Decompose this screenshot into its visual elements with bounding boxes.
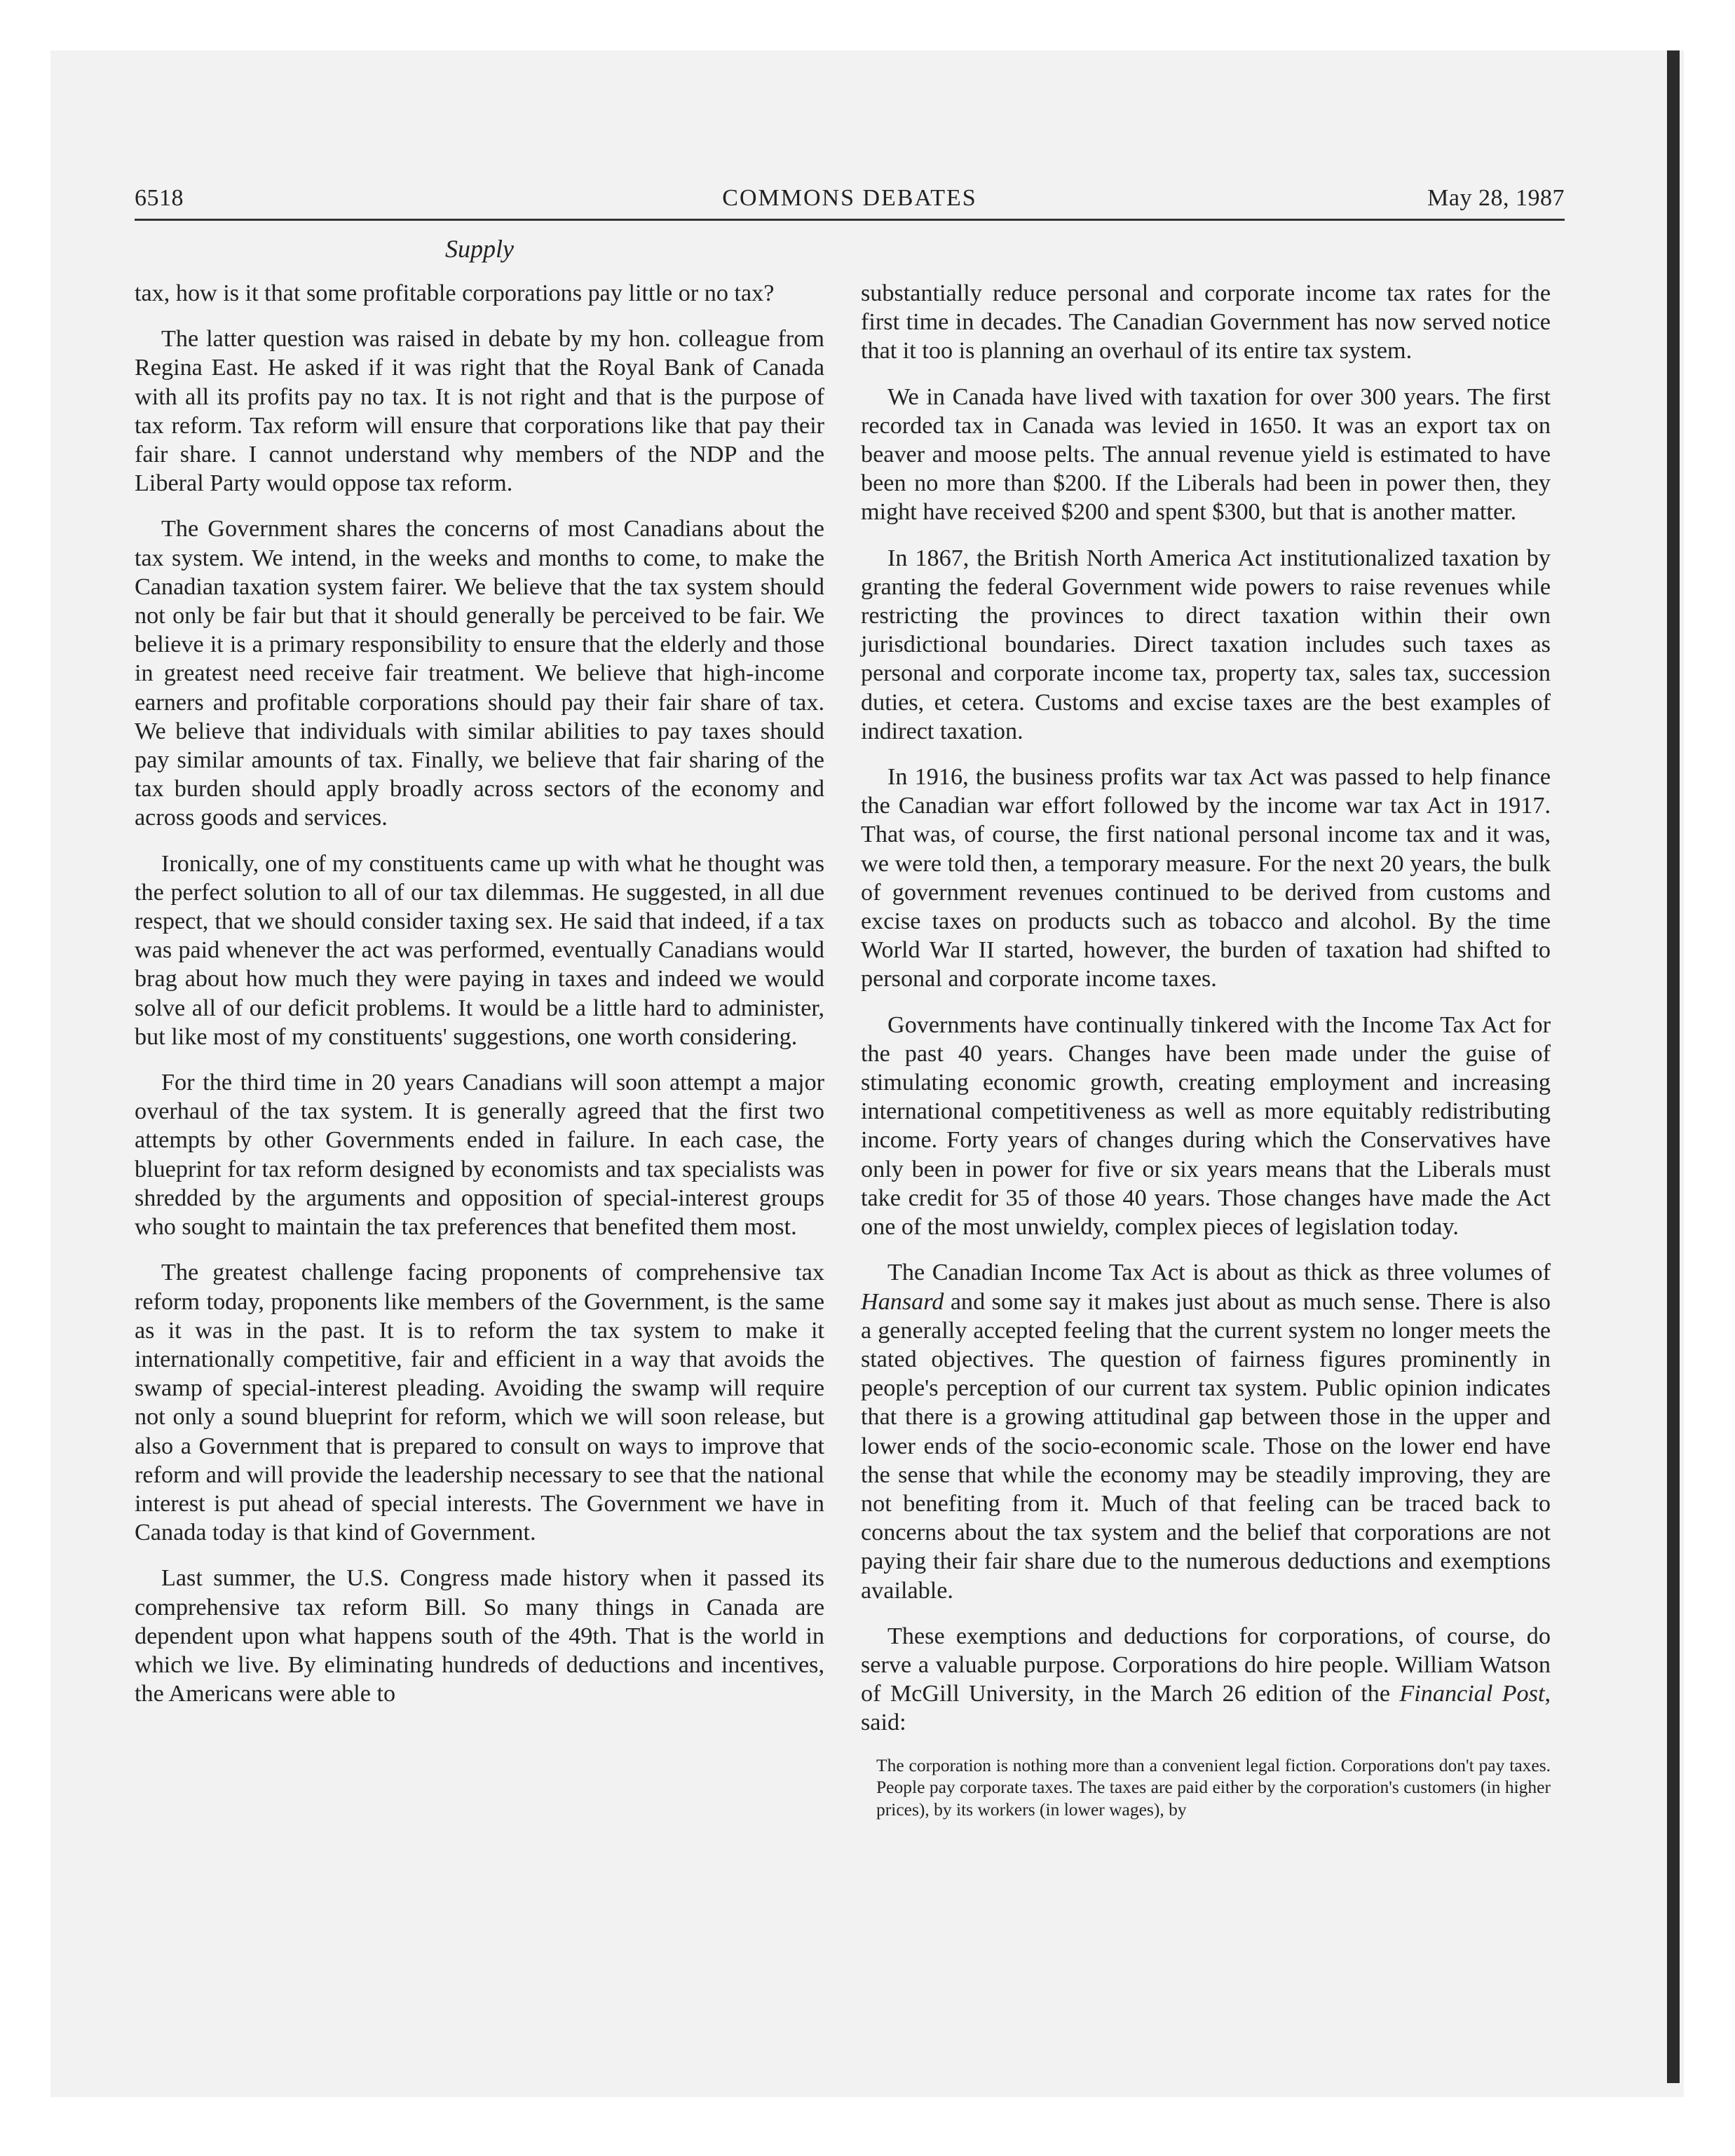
paragraph: In 1916, the business profits war tax Act was passed to help finance the Canadian war effort followed by the income war tax Act in 1917. That was, of course, the first national personal income tax and it was, we were told then, a temporary measure. For the next 20 years, the bulk of government revenues continued to be derived from customs and excise taxes on products such as tobacco and alcohol. By the time World War II started, however, the burden of taxation had shifted to personal and corporate income taxes. bbox=[861, 764, 1551, 992]
block-quote: The corporation is nothing more than a convenient legal fiction. Corporations don't pay taxes. People pay corporate taxes. The taxes are paid either by the corporation's customers (in higher prices), by its workers (in lower wages), by bbox=[876, 1754, 1551, 1820]
paragraph: For the third time in 20 years Canadians will soon attempt a major overhaul of the tax system. It is generally agreed that the first two attempts by other Governments ended in failure. In each case, the blueprint for tax reform designed by economists and tax specialists was shredded by the arguments and opposition of special-interest groups who sought to maintain the tax preferences that benefited them most. bbox=[135, 1070, 824, 1241]
page-header bbox=[135, 179, 1565, 221]
text-run: The Canadian Income Tax Act is about as thick as three volumes of bbox=[887, 1260, 1551, 1286]
paragraph: The Government shares the concerns of most Canadians about the tax system. We intend, in the weeks and months to come, to make the Canadian taxation system fairer. We believe that the tax system should not only be fair but that it should generally be perceived to be fair. We believe it is a primary responsibility to ensure that the elderly and those in greatest need receive fair treatment. We believe that high-income earners and profitable corporations should pay their fair share of tax. We believe that individuals with similar abilities to pay taxes should pay similar amounts of tax. Finally, we believe that fair sharing of the tax burden should apply broadly across sectors of the economy and across goods and services. bbox=[135, 516, 824, 831]
paragraph: tax, how is it that some profitable corporations pay little or no tax? bbox=[135, 280, 775, 306]
italic-title: Financial Post bbox=[1399, 1681, 1545, 1707]
publication-title: COMMONS DEBATES bbox=[722, 185, 977, 211]
paragraph: substantially reduce personal and corporate income tax rates for the first time in decades. The Canadian Government has now served notice that it too is planning an overhaul of its entire tax system. bbox=[861, 280, 1551, 364]
paragraph: Ironically, one of my constituents came up with what he thought was the perfect solution to all of our tax dilemmas. He suggested, in all due respect, that we should consider taxing sex. He said that indeed, if a tax was paid whenever the act was performed, eventually Canadians would brag about how much they were paying in taxes and indeed we would solve all of our deficit problems. It would be a little hard to administer, but like most of my constituents' suggestions, one worth considering. bbox=[135, 850, 824, 1050]
right-column bbox=[861, 279, 1551, 1820]
paragraph: We in Canada have lived with taxation for over 300 years. The first recorded tax in Canada was levied in 1650. It was an export tax on beaver and moose pelts. The annual revenue yield is estimated to have been no more than $200. If the Liberals had been in power then, they might have received $200 and spent $300, but that is another matter. bbox=[861, 383, 1551, 526]
text-run: and some say it makes just about as much sense. There is also a generally accepted feeling that the current system no longer meets the stated objectives. The question of fairness figures prominently in people's perception of our current tax system. Public opinion indicates that there is a growing attitudinal gap between those in the upper and lower ends of the socio-economic scale. Those on the lower end have the sense that while the economy may be steadily improving, they are not benefiting from it. Much of that feeling can be traced back to concerns about the tax system and the belief that corporations are not paying their fair share due to the numerous deductions and exemptions available. bbox=[861, 1288, 1551, 1604]
scan-edge-bar bbox=[1667, 50, 1680, 2083]
text-run: , said: bbox=[861, 1681, 1551, 1736]
paragraph bbox=[861, 1622, 1551, 1738]
paragraph: In 1867, the British North America Act institutionalized taxation by granting the federal Government wide powers to raise revenues while restricting the provinces to direct taxation within their own jurisdictional boundaries. Direct taxation includes such taxes as personal and corporate income tax, property tax, sales tax, succession duties, et cetera. Customs and excise taxes are the best examples of indirect taxation. bbox=[861, 545, 1551, 744]
paragraph: Last summer, the U.S. Congress made history when it passed its comprehensive tax reform Bill. So many things in Canada are dependent upon what happens south of the 49th. That is the world in which we live. By eliminating hundreds of deductions and incentives, the Americans were able to bbox=[135, 1565, 824, 1707]
paragraph: The latter question was raised in debate by my hon. colleague from Regina East. He asked if it was right that the Royal Bank of Canada with all its profits pay no tax. It is not right and that is the purpose of tax reform. Tax reform will ensure that corporations like that pay their fair share. I cannot understand why members of the NDP and the Liberal Party would oppose tax reform. bbox=[135, 326, 824, 497]
left-column bbox=[135, 279, 824, 1725]
page-date: May 28, 1987 bbox=[1427, 185, 1565, 211]
italic-title: Hansard bbox=[861, 1288, 944, 1315]
paragraph: The greatest challenge facing proponents of comprehensive tax reform today, proponents like members of the Government, is the same as it was in the past. It is to reform the tax system to make it internationally competitive, fair and efficient in a way that avoids the swamp of special-interest pleading. Avoiding the swamp will require not only a sound blueprint for reform, which we will soon release, but also a Government that is prepared to consult on ways to improve that reform and will provide the leadership necessary to see that the national interest is put ahead of special interests. The Government we have in Canada today is that kind of Government. bbox=[135, 1260, 824, 1546]
page-number: 6518 bbox=[135, 185, 184, 211]
text-run: These exemptions and deductions for corporations, of course, do serve a valuable purpose. Corporations do hire people. William Watson of McGill University, in the March 26 edition of the bbox=[861, 1623, 1551, 1707]
paragraph bbox=[861, 1258, 1551, 1604]
section-heading: Supply bbox=[445, 235, 514, 263]
paragraph: Governments have continually tinkered with the Income Tax Act for the past 40 years. Changes have been made under the guise of stimulating economic growth, creating employment and increasing international competitiveness as well as more equitably redistributing income. Forty years of changes during which the Conservatives have only been in power for five or six years means that the Liberals must take credit for 35 of those 40 years. Those changes have made the Act one of the most unwieldy, complex pieces of legislation today. bbox=[861, 1011, 1551, 1241]
